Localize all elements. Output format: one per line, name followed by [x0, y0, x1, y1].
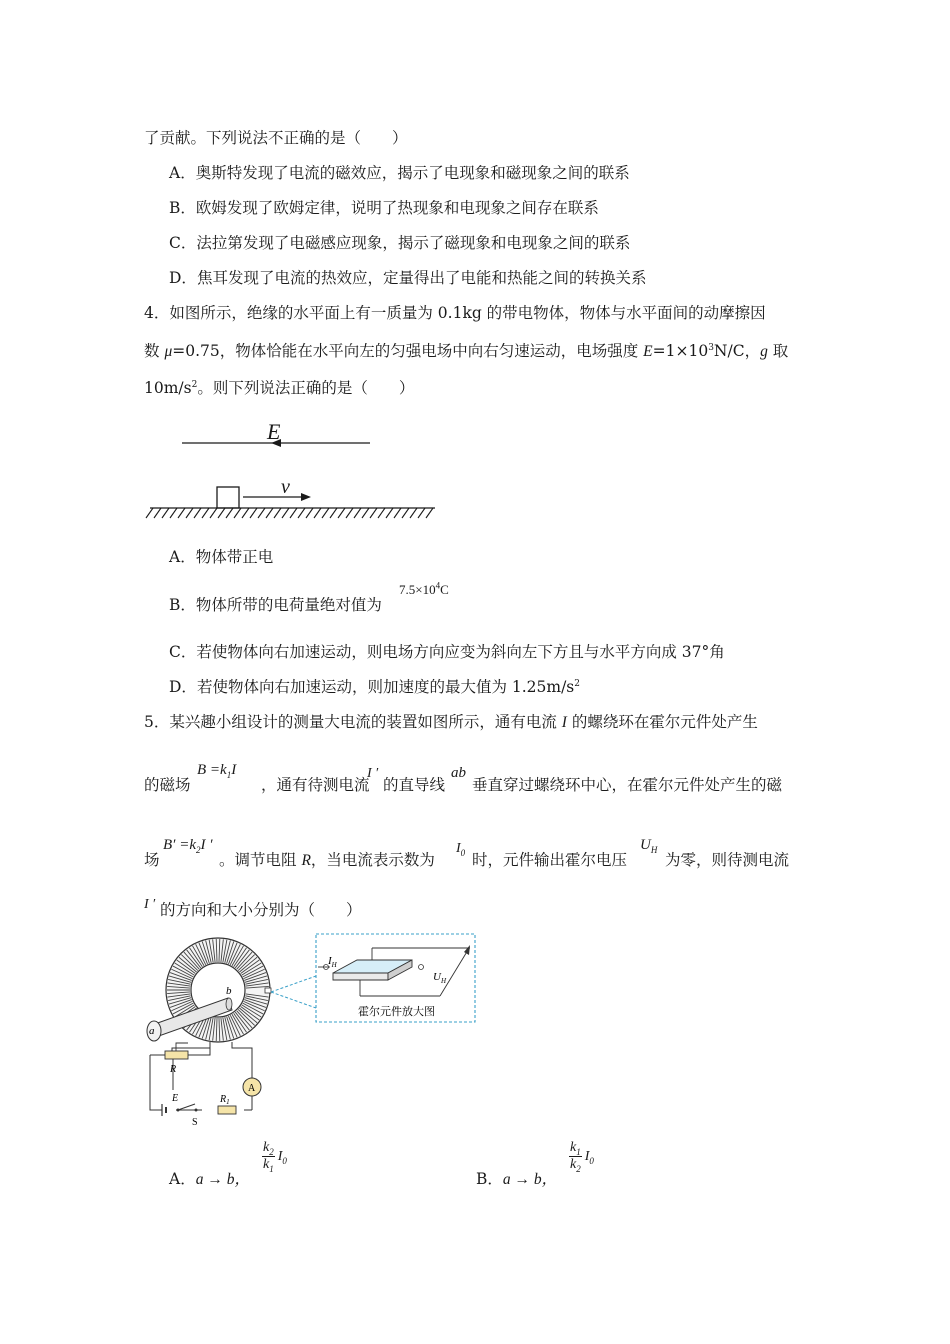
subscript: 0: [282, 1155, 287, 1166]
option-label: B．: [169, 596, 196, 614]
velocity-label: v: [281, 476, 290, 498]
q5-option-b: [476, 1169, 557, 1190]
text: =0.75，物体恰能在水平向左的匀强电场中向右匀速运动，电场强度: [172, 342, 644, 360]
uh-symbol: U: [640, 837, 651, 853]
text: 的螺绕环在霍尔元件处产生: [566, 713, 758, 731]
text: 。则下列说法正确的是（ ）: [197, 379, 415, 397]
exponent: 2: [574, 678, 580, 689]
g-symbol: g: [760, 343, 768, 360]
label-ammeter: A: [248, 1083, 256, 1094]
text: 的直导线: [383, 776, 446, 794]
text: 数: [144, 342, 165, 360]
velocity-arrow: [243, 493, 311, 501]
q3-option-d: [169, 268, 646, 288]
label-b: b: [226, 985, 232, 997]
q4-stem-line1: 4．如图所示，绝缘的水平面上有一质量为 0.1kg 的带电物体，物体与水平面间的动摩擦因: [144, 304, 766, 322]
q5-option-a-fraction: [262, 1140, 287, 1173]
q4-option-b-value: [399, 580, 449, 600]
label-a: a: [149, 1025, 155, 1037]
q5-i0: [456, 839, 465, 859]
q5-uh: [640, 835, 657, 855]
i-symbol: I: [584, 1148, 590, 1164]
text: 为零，则待测电流: [665, 851, 790, 869]
subscript: 1: [576, 1146, 581, 1157]
label-r: R: [170, 1064, 177, 1075]
text: 5．某兴趣小组设计的测量大电流的装置如图所示，通有电流: [144, 713, 562, 731]
option-label: B．: [476, 1170, 503, 1188]
numerator: k: [570, 1140, 577, 1155]
exponent: 3: [708, 342, 714, 353]
q4-option-b: [169, 595, 382, 615]
option-label: A．: [169, 548, 196, 566]
text: 的磁场: [144, 776, 191, 794]
option-text: 奥斯特发现了电流的磁效应，揭示了电现象和磁现象之间的联系: [195, 164, 630, 182]
text: =1×10: [652, 342, 709, 360]
q4-option-a: [169, 547, 273, 567]
ground: [146, 508, 435, 518]
r-symbol: R: [301, 852, 311, 869]
q5-stem-line3d: [665, 850, 789, 870]
q5-stem-line3b: [219, 850, 435, 871]
q5-ab: ab: [451, 765, 466, 781]
q5-option-b-fraction: [569, 1140, 594, 1173]
option-text: 焦耳发现了电流的热效应，定量得出了电能和热能之间的转换关系: [196, 269, 647, 287]
inset-caption: 霍尔元件放大图: [358, 1005, 435, 1018]
q3-option-b: [169, 198, 599, 218]
option-text: 物体带正电: [195, 548, 274, 566]
option-label: C．: [169, 643, 197, 661]
option-label: D．: [169, 678, 197, 696]
option-label: B．: [169, 199, 196, 217]
fraction: [569, 1140, 582, 1173]
resistor-r1: [218, 1106, 236, 1114]
subscript: 1: [269, 1163, 274, 1174]
fraction: [262, 1140, 275, 1173]
q5-stem-line4: 的方向和大小分别为（ ）: [160, 901, 362, 919]
option-text: 若使物体向右加速运动，则加速度的最大值为 1.25m/s: [196, 678, 575, 696]
q5-formula-bprime: [163, 835, 213, 855]
i-symbol: I: [277, 1148, 283, 1164]
formula-i: I ′: [200, 837, 213, 853]
option-text: 若使物体向右加速运动，则电场方向应变为斜向左下方且与水平方向成 37°角: [196, 643, 725, 661]
label-r1: $R_1$: [220, 1094, 230, 1106]
text: 取: [767, 342, 789, 360]
q4-option-c: [169, 642, 725, 662]
denominator: k: [570, 1157, 577, 1172]
formula-i: I: [231, 762, 237, 778]
exponent: 2: [191, 379, 198, 390]
q4-stem-line2: [144, 341, 788, 362]
q5-stem-line2b: [261, 775, 370, 795]
text: ，当电流表示数为: [310, 851, 435, 869]
q4-figure: [145, 418, 440, 524]
text: 场: [144, 851, 160, 869]
i0-symbol: I: [456, 841, 461, 856]
q5-figure: [140, 930, 480, 1130]
numerator: k: [263, 1140, 270, 1155]
subscript: 2: [576, 1163, 581, 1174]
q5-formula-b: [197, 760, 236, 780]
option-text: 法拉第发现了电磁感应现象，揭示了磁现象和电现象之间的联系: [196, 234, 631, 252]
q5-i-prime-2: I ′: [144, 897, 156, 912]
text: 时，元件输出霍尔电压: [472, 851, 628, 869]
subscript: 0: [460, 847, 466, 858]
rheostat-r: [165, 1051, 188, 1059]
option-text: 欧姆发现了欧姆定律，说明了热现象和电现象之间存在联系: [195, 199, 599, 217]
i-symbol: I: [561, 714, 567, 731]
q3-option-a: [169, 163, 630, 183]
label-s: S: [192, 1117, 198, 1128]
direction: a → b，: [195, 1171, 250, 1188]
q5-option-a: [169, 1169, 250, 1190]
subscript: H: [650, 845, 658, 855]
option-label: D．: [169, 269, 197, 287]
exponent: 4: [435, 580, 441, 591]
q4-stem-line3: [144, 378, 414, 398]
formula: B′ =k: [163, 837, 196, 853]
subscript: 2: [195, 845, 201, 855]
q4-option-d: [169, 677, 580, 697]
field-label: E: [267, 419, 281, 444]
label-ih: $I_H$: [328, 955, 337, 969]
option-label: C．: [169, 234, 197, 252]
q5-stem-line2c: [383, 775, 445, 795]
q5-stem-line3c: [472, 850, 627, 870]
text: ，通有待测电流: [261, 776, 370, 794]
hall-slot: [265, 988, 271, 993]
label-uh: $U_H$: [433, 971, 447, 985]
q5-i-prime: I ′: [367, 766, 379, 781]
subscript: 2: [269, 1146, 274, 1157]
q5-stem-line2d: [472, 775, 782, 795]
denominator: k: [263, 1157, 270, 1172]
q5-stem-line1: [144, 712, 758, 733]
mu-symbol: μ: [164, 343, 173, 360]
i0: [278, 1149, 287, 1164]
direction: a → b，: [502, 1171, 558, 1188]
option-text: 物体所带的电荷量绝对值为: [195, 596, 382, 614]
i0: [585, 1149, 594, 1164]
text: 。调节电阻: [219, 851, 302, 869]
formula: B =k: [197, 762, 227, 778]
label-e: E: [172, 1093, 179, 1104]
q3-option-c: [169, 233, 630, 253]
option-label: A．: [169, 1170, 196, 1188]
q3-stem-tail: 了贡献。下列说法不正确的是（ ）: [144, 129, 408, 147]
option-label: A．: [169, 164, 196, 182]
value: 7.5×10: [399, 582, 436, 597]
subscript: 1: [226, 770, 232, 780]
block: [217, 487, 239, 508]
e-symbol: E: [643, 343, 653, 360]
unit: C: [440, 582, 449, 597]
q5-stem-line3: [144, 850, 160, 870]
q5-stem-line2: [144, 775, 191, 795]
text: 垂直穿过螺绕环中心，在霍尔元件处产生的磁: [472, 776, 783, 794]
subscript: 0: [589, 1155, 594, 1166]
text: N/C，: [713, 342, 761, 360]
text: 10m/s: [144, 379, 192, 397]
